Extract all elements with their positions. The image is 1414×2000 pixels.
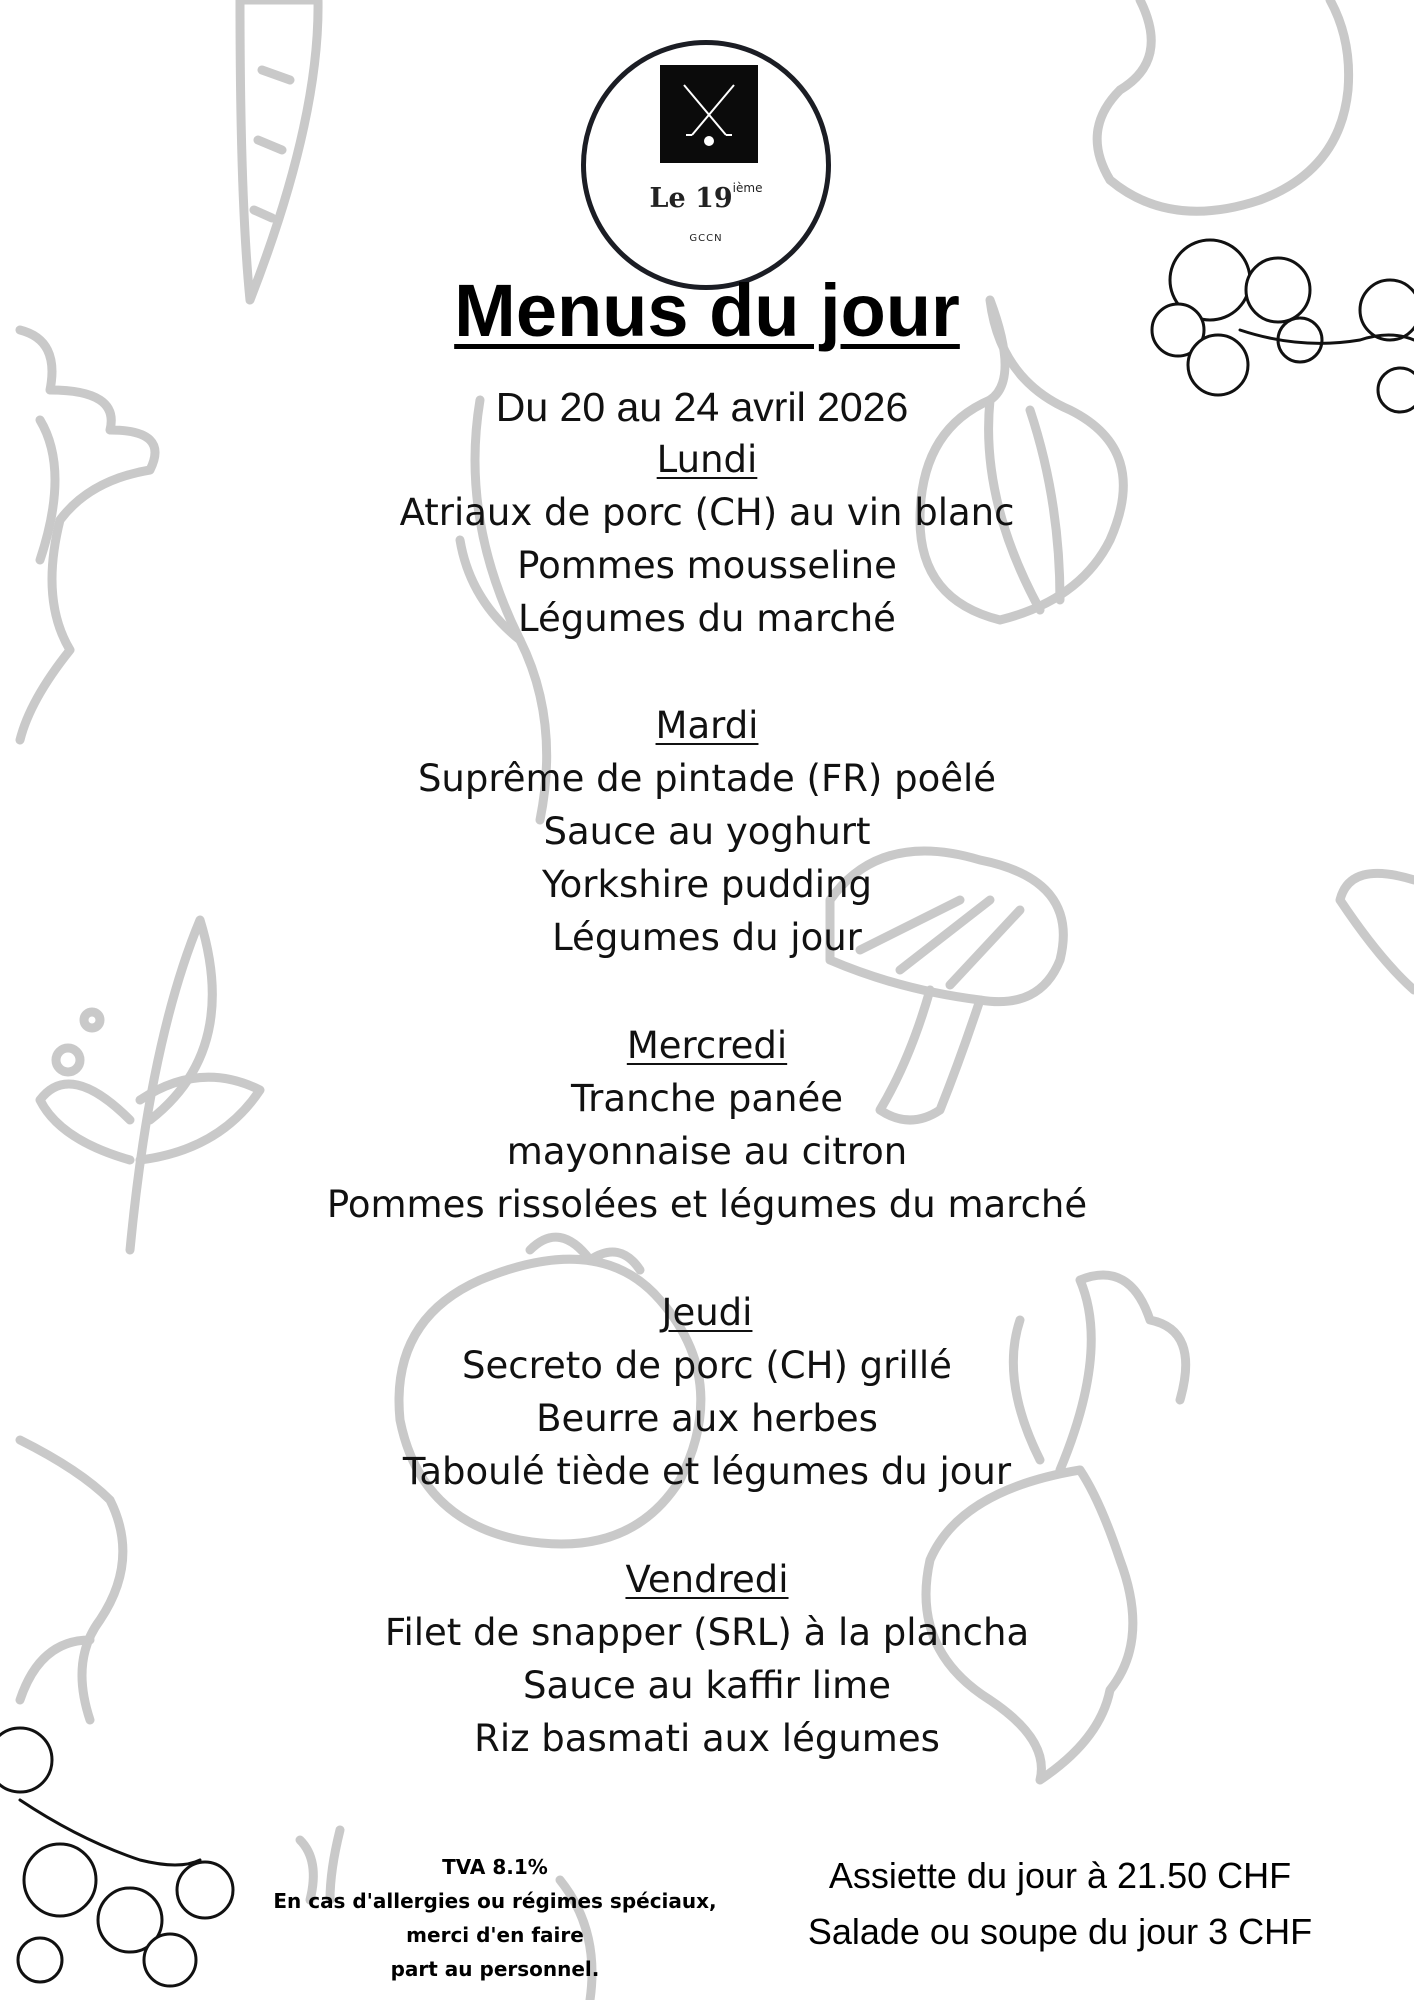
- allergy-text-3: part au personnel.: [390, 1957, 600, 1981]
- dish-item: mayonnaise au citron: [506, 1130, 908, 1173]
- dish-item: Suprême de pintade (FR) poêlé: [417, 757, 997, 800]
- date-range: Du 20 au 24 avril 2026: [495, 384, 909, 430]
- allergy-text-2: merci d'en faire: [406, 1923, 584, 1947]
- dish-item: Filet de snapper (SRL) à la plancha: [384, 1611, 1030, 1654]
- price-list: [750, 1848, 1370, 1960]
- dish-item: Atriaux de porc (CH) au vin blanc: [399, 491, 1015, 534]
- day-mercredi: [0, 1019, 1414, 1231]
- day-jeudi: [0, 1286, 1414, 1498]
- pear-icon: [1097, 0, 1348, 211]
- dish-item: Légumes du jour: [552, 916, 862, 959]
- vat-allergy-note: [250, 1850, 740, 1986]
- day-name: Jeudi: [661, 1291, 753, 1334]
- golf-clubs-icon: [660, 65, 758, 163]
- logo-superscript: ième: [732, 181, 763, 195]
- allergy-text-1: En cas d'allergies ou régimes spéciaux,: [273, 1889, 717, 1913]
- dish-item: Légumes du marché: [518, 597, 896, 640]
- day-name: Mardi: [655, 704, 759, 747]
- carrot-icon: [240, 0, 318, 300]
- dish-item: Taboulé tiède et légumes du jour: [402, 1450, 1012, 1493]
- day-name: Lundi: [656, 438, 758, 481]
- dish-item: Pommes rissolées et légumes du marché: [326, 1183, 1088, 1226]
- day-name: Mercredi: [626, 1024, 788, 1067]
- dish-item: Beurre aux herbes: [536, 1397, 878, 1440]
- dish-item: Secreto de porc (CH) grillé: [462, 1344, 952, 1387]
- day-name: Vendredi: [625, 1558, 789, 1601]
- dish-item: Sauce au kaffir lime: [523, 1664, 891, 1707]
- salad-soup-price: Salade ou soupe du jour 3 CHF: [807, 1911, 1313, 1952]
- restaurant-logo: [581, 40, 831, 290]
- day-mardi: [0, 699, 1414, 964]
- dish-item: Sauce au yoghurt: [543, 810, 871, 853]
- dish-item: Pommes mousseline: [517, 544, 897, 587]
- plate-price: Assiette du jour à 21.50 CHF: [828, 1855, 1292, 1896]
- logo-name: Le 19ième: [649, 181, 763, 214]
- day-lundi: [0, 433, 1414, 645]
- dish-item: Tranche panée: [571, 1077, 843, 1120]
- vat-text: TVA 8.1%: [442, 1855, 548, 1879]
- page-title: Menus du jour: [454, 269, 960, 352]
- dish-item: Riz basmati aux légumes: [474, 1717, 940, 1760]
- logo-subtitle: GCCN: [689, 233, 723, 244]
- dish-item: Yorkshire pudding: [541, 863, 873, 906]
- blueberry-bottom-left-icon: [0, 1728, 233, 1986]
- day-vendredi: [0, 1553, 1414, 1765]
